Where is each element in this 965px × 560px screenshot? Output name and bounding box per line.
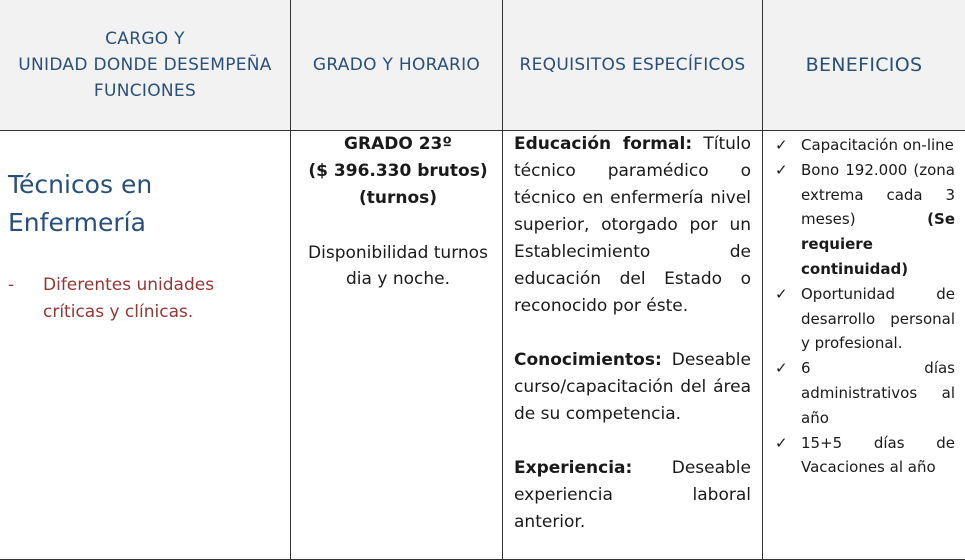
- header-grado: GRADO Y HORARIO: [291, 0, 502, 130]
- column-divider: [762, 0, 763, 560]
- disponibilidad-text: [298, 240, 498, 292]
- grado-block: [298, 131, 498, 212]
- dispo-line1: Disponibilidad turnos: [308, 243, 488, 263]
- header-cargo-line3: FUNCIONES: [93, 81, 197, 101]
- requisitos-cell: [514, 131, 751, 536]
- unit-text: [43, 272, 248, 326]
- bono-text: Bono 192.000 (zona extrema cada 3 meses): [801, 160, 955, 229]
- educacion-label: Educación formal:: [514, 134, 693, 154]
- cargo-title-line1: Técnicos en: [8, 170, 153, 199]
- grado-line1: GRADO 23º: [344, 134, 452, 154]
- cargo-title-line2: Enfermería: [8, 208, 146, 237]
- checkmark-icon: ✓: [775, 284, 788, 303]
- conocimientos-paragraph: [514, 347, 751, 428]
- header-requisitos: REQUISITOS ESPECÍFICOS: [503, 0, 762, 130]
- beneficio-item: [775, 431, 955, 481]
- conocimientos-text: Deseable curso/capacitación del área de su competencia.: [514, 350, 751, 424]
- checkmark-icon: ✓: [775, 433, 788, 452]
- grado-turnos: (turnos): [358, 188, 438, 208]
- beneficio-item: [775, 158, 955, 282]
- beneficio-item: [775, 282, 955, 356]
- bono-note: (Se requiere continuidad): [801, 210, 955, 278]
- checkmark-icon: ✓: [775, 160, 788, 179]
- educacion-paragraph: [514, 131, 751, 320]
- column-divider: [290, 0, 291, 560]
- experiencia-text: Deseable experiencia laboral anterior.: [514, 458, 751, 532]
- header-cargo-line1: CARGO Y: [105, 29, 185, 49]
- column-divider: [502, 0, 503, 560]
- experiencia-label: Experiencia:: [514, 458, 633, 478]
- cargo-title: [8, 166, 283, 242]
- cargo-cell: [8, 166, 283, 326]
- grado-cell: [298, 131, 498, 292]
- checkmark-icon: ✓: [775, 136, 788, 154]
- header-beneficios: BENEFICIOS: [763, 0, 965, 130]
- beneficio-text: Capacitación on-line: [801, 136, 954, 154]
- beneficios-cell: [775, 133, 955, 480]
- conocimientos-label: Conocimientos:: [514, 350, 662, 370]
- checkmark-icon: ✓: [775, 359, 788, 378]
- beneficio-text: 6 días administrativos al año: [801, 359, 955, 427]
- educacion-text: Título técnico paramédico o técnico en enfermería nivel superior, otorgado por un Establecimiento de educación del Estado o reconocido por éste.: [514, 134, 752, 316]
- dispo-line2: dia y noche.: [346, 269, 450, 289]
- unit-line2: críticas y clínicas.: [43, 302, 194, 322]
- unit-list-item: [8, 272, 283, 326]
- beneficio-text: [801, 158, 955, 282]
- beneficio-item: [775, 356, 955, 430]
- experiencia-paragraph: [514, 455, 751, 536]
- list-dash: -: [8, 275, 15, 295]
- header-cargo: [0, 0, 290, 130]
- header-cargo-line2: UNIDAD DONDE DESEMPEÑA: [18, 55, 272, 75]
- grado-salary: ($ 396.330 brutos): [308, 161, 488, 181]
- beneficio-text: 15+5 días de Vacaciones al año: [801, 433, 955, 477]
- beneficio-item: [775, 133, 955, 158]
- unit-line1: Diferentes unidades: [43, 275, 215, 295]
- beneficio-text: Oportunidad de desarrollo personal y profesional.: [801, 284, 955, 353]
